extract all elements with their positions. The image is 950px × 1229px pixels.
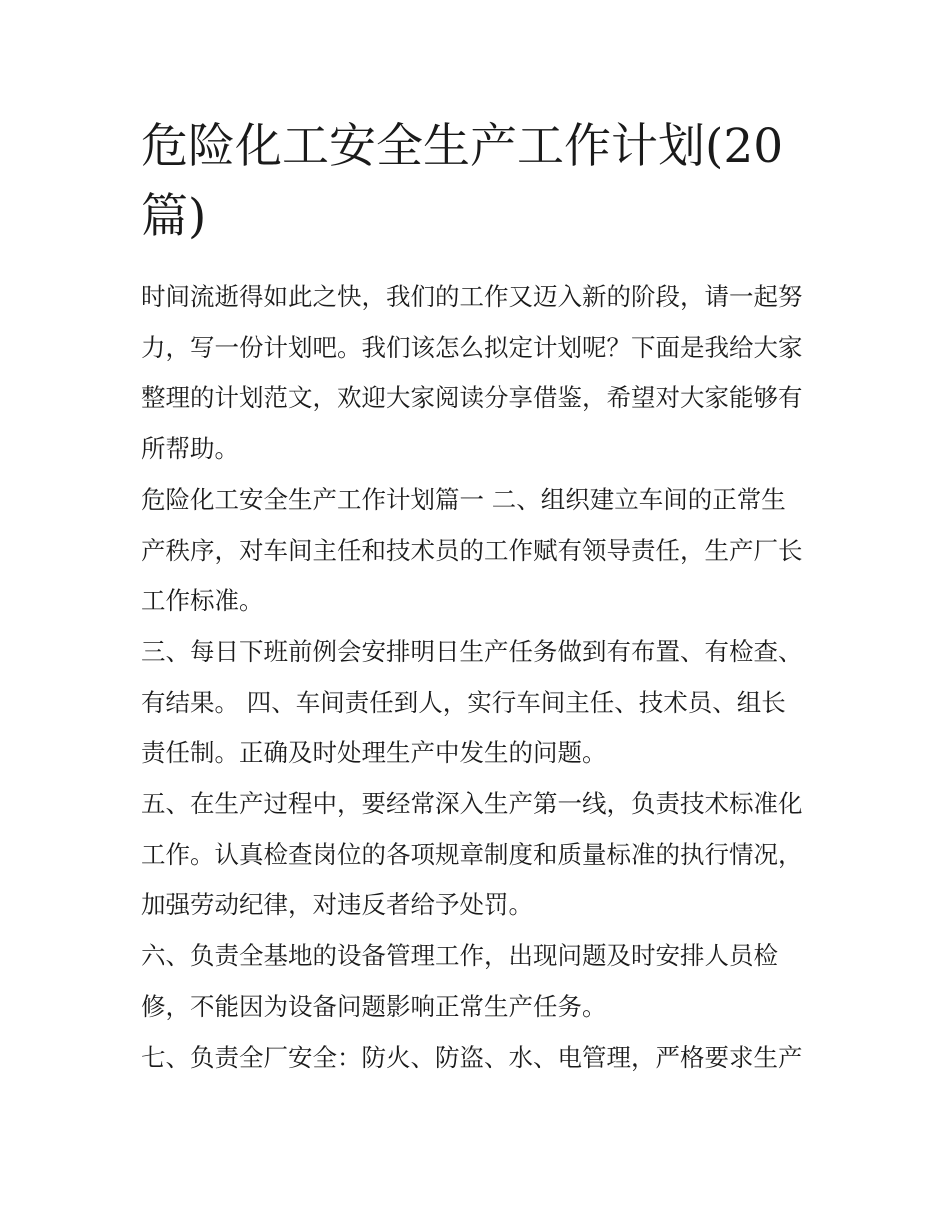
title-line-2: 篇) xyxy=(141,189,207,244)
paragraph-section-5: 五、在生产过程中，要经常深入生产第一线，负责技术标准化 工作。认真检查岗位的各项规章制度和质量标准的执行情况， 加强劳动纪律，对违反者给予处罚。 xyxy=(141,789,803,920)
paragraph-intro: 时间流逝得如此之快，我们的工作又迈入新的阶段，请一起努 力，写一份计划吧。我们该怎么拟定计划呢？下面是我给大家 整理的计划范文，欢迎大家阅读分享借鉴，希望对大家能够有 所帮助。 xyxy=(141,282,803,464)
paragraph-section-6: 六、负责全基地的设备管理工作，出现问题及时安排人员检 修，不能因为设备问题影响正常生产任务。 xyxy=(141,941,778,1021)
paragraph-section-3: 三、每日下班前例会安排明日生产任务做到有布置、有检查、 有结果。 四、车间责任到人，实行车间主任、技术员、组长 责任制。正确及时处理生产中发生的问题。 xyxy=(141,636,803,768)
document-body xyxy=(141,112,811,1083)
paragraph-section-1: 危险化工安全生产工作计划篇一 二、组织建立车间的正常生 产秩序，对车间主任和技术员的工作赋有领导责任，生产厂长 工作标准。 xyxy=(141,484,803,616)
paragraph-section-7: 七、负责全厂安全：防火、防盗、水、电管理，严格要求生产 xyxy=(141,1042,803,1072)
title-line-1: 危险化工安全生产工作计划(20 xyxy=(141,119,784,174)
document-title xyxy=(141,112,811,252)
